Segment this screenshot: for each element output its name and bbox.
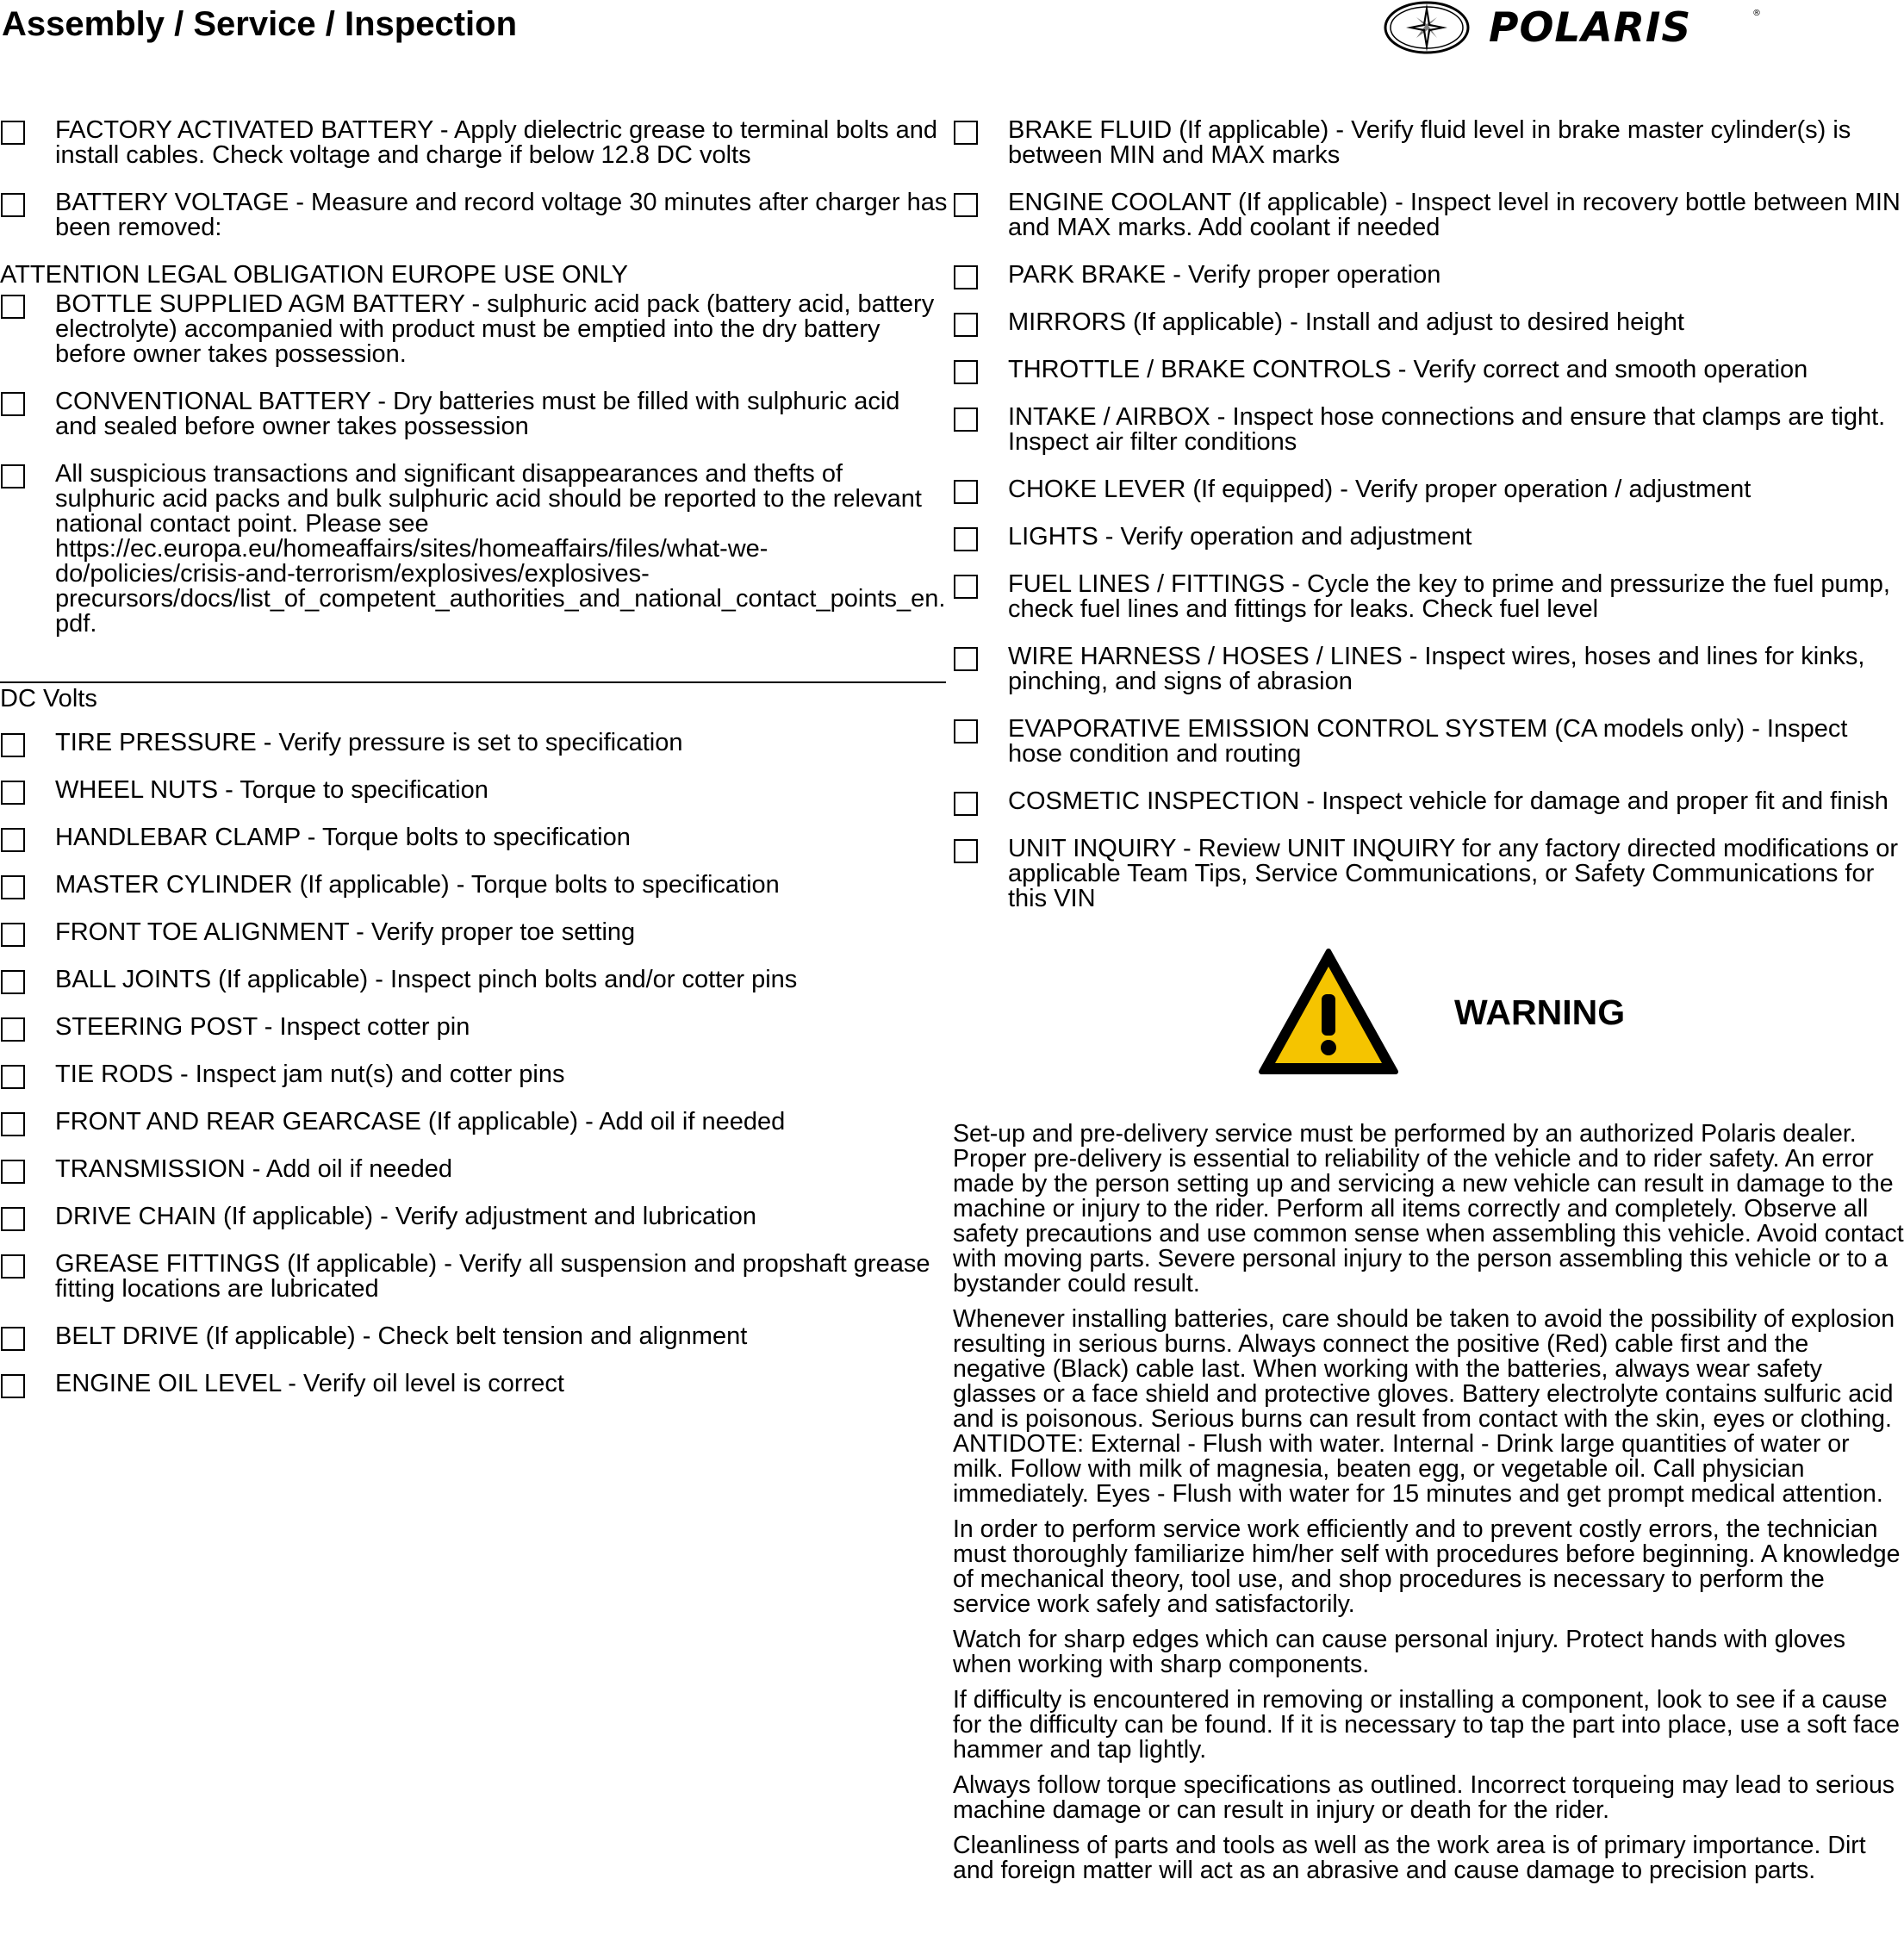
checklist-item[interactable] xyxy=(0,1324,948,1349)
checklist-item-text: GREASE FITTINGS (If applicable) - Verify all suspension and propshaft grease fitting locations are lubricated xyxy=(55,1250,930,1303)
checklist-item[interactable] xyxy=(953,263,1904,288)
checklist-item-text: LIGHTS - Verify operation and adjustment xyxy=(1008,523,1472,551)
checkbox[interactable] xyxy=(954,647,978,671)
checklist-item[interactable] xyxy=(953,837,1904,912)
checkbox[interactable] xyxy=(954,575,978,599)
checkbox[interactable] xyxy=(954,265,978,289)
checkbox[interactable] xyxy=(1,1017,25,1042)
warning-paragraph: If difficulty is encountered in removing or installing a component, look to see if a cause for the difficulty can be found. If it is necessary to tap the part into place, use a soft face hammer and tap lightly. xyxy=(953,1686,1900,1764)
checkbox[interactable] xyxy=(1,970,25,994)
checklist-item[interactable] xyxy=(953,118,1904,168)
checklist-item[interactable] xyxy=(0,1204,948,1229)
checklist-item[interactable] xyxy=(953,644,1904,694)
checkbox[interactable] xyxy=(1,464,25,488)
checklist-item[interactable] xyxy=(0,1157,948,1182)
checklist-item[interactable] xyxy=(953,477,1904,502)
checklist-item[interactable] xyxy=(0,1062,948,1087)
checklist-item-text: INTAKE / AIRBOX - Inspect hose connections and ensure that clamps are tight. Inspect air filter conditions xyxy=(1008,403,1886,456)
checkbox[interactable] xyxy=(1,1327,25,1351)
checklist-item-text: MIRRORS (If applicable) - Install and adjust to desired height xyxy=(1008,308,1684,336)
checkbox[interactable] xyxy=(954,313,978,337)
checklist-item-text: CHOKE LEVER (If equipped) - Verify proper operation / adjustment xyxy=(1008,476,1752,503)
checkbox[interactable] xyxy=(1,781,25,805)
checkbox[interactable] xyxy=(1,295,25,319)
checkbox[interactable] xyxy=(954,193,978,217)
checklist-item-text: BOTTLE SUPPLIED AGM BATTERY - sulphuric acid pack (battery acid, battery electrolyte) accompanied with product must be emptied into the dry battery before owner takes possession. xyxy=(55,290,935,368)
checklist-item[interactable] xyxy=(0,1372,948,1397)
checklist-item-text: BELT DRIVE (If applicable) - Check belt tension and alignment xyxy=(55,1322,748,1350)
checklist-item[interactable] xyxy=(0,873,948,898)
checkbox[interactable] xyxy=(1,1160,25,1184)
checklist-item[interactable] xyxy=(0,778,948,803)
warning-text xyxy=(953,1122,1904,1883)
europe-checklist xyxy=(0,292,948,637)
checklist-item-text: BALL JOINTS (If applicable) - Inspect pinch bolts and/or cotter pins xyxy=(55,966,798,993)
checkbox[interactable] xyxy=(954,408,978,432)
checkbox[interactable] xyxy=(954,480,978,504)
checklist-item[interactable] xyxy=(0,968,948,992)
checklist-item[interactable] xyxy=(953,572,1904,622)
checklist-item[interactable] xyxy=(0,190,948,240)
checkbox[interactable] xyxy=(1,1374,25,1398)
battery-checklist xyxy=(0,118,948,240)
polaris-logo xyxy=(1382,0,1761,55)
checkbox[interactable] xyxy=(954,360,978,384)
checklist-item-text: STEERING POST - Inspect cotter pin xyxy=(55,1013,470,1041)
checklist-item-text: CONVENTIONAL BATTERY - Dry batteries must be filled with sulphuric acid and sealed before owner takes possession xyxy=(55,388,900,440)
checklist-item-text: UNIT INQUIRY - Review UNIT INQUIRY for any factory directed modifications or applicable Team Tips, Service Communications, or Safety Communications for this VIN xyxy=(1008,835,1899,912)
page-title: Assembly / Service / Inspection xyxy=(2,5,518,43)
checklist-item-text: EVAPORATIVE EMISSION CONTROL SYSTEM (CA models only) - Inspect hose condition and routing xyxy=(1008,715,1848,768)
checklist-item-text: TIE RODS - Inspect jam nut(s) and cotter pins xyxy=(55,1061,565,1088)
checkbox[interactable] xyxy=(954,792,978,816)
voltage-record-line xyxy=(0,681,946,683)
checklist-item-text: PARK BRAKE - Verify proper operation xyxy=(1008,261,1441,289)
checklist-item-text: FACTORY ACTIVATED BATTERY - Apply dielectric grease to terminal bolts and install cables. Check voltage and charge if below 12.8 DC volts xyxy=(55,116,938,169)
attention-heading: ATTENTION LEGAL OBLIGATION EUROPE USE ONLY xyxy=(0,261,628,289)
checklist-item[interactable] xyxy=(0,292,948,367)
checklist-item[interactable] xyxy=(0,118,948,168)
checklist-item-text: THROTTLE / BRAKE CONTROLS - Verify correct and smooth operation xyxy=(1008,356,1808,383)
chassis-checklist xyxy=(0,731,948,1397)
checklist-item[interactable] xyxy=(0,1252,948,1302)
checkbox[interactable] xyxy=(954,839,978,863)
checklist-item-text: FRONT AND REAR GEARCASE (If applicable) - Add oil if needed xyxy=(55,1108,786,1135)
checkbox[interactable] xyxy=(1,121,25,145)
checklist-item[interactable] xyxy=(953,190,1904,240)
checkbox[interactable] xyxy=(1,1065,25,1089)
left-column xyxy=(0,118,948,1419)
checklist-item[interactable] xyxy=(953,405,1904,455)
brand-name: POLARIS xyxy=(1489,4,1692,52)
checklist-item-text: COSMETIC INSPECTION - Inspect vehicle for damage and proper fit and finish xyxy=(1008,787,1888,815)
checklist-item[interactable] xyxy=(0,1015,948,1040)
right-column xyxy=(953,118,1904,1894)
checklist-item[interactable] xyxy=(0,731,948,756)
checkbox[interactable] xyxy=(1,1207,25,1231)
checkbox[interactable] xyxy=(1,1254,25,1279)
checklist-item[interactable] xyxy=(0,920,948,945)
checklist-item[interactable] xyxy=(953,717,1904,767)
checklist-item-text: ENGINE COOLANT (If applicable) - Inspect level in recovery bottle between MIN and MAX marks. Add coolant if needed xyxy=(1008,189,1901,241)
checkbox[interactable] xyxy=(1,733,25,757)
checklist-item-text: FRONT TOE ALIGNMENT - Verify proper toe setting xyxy=(55,918,636,946)
checklist-item[interactable] xyxy=(953,358,1904,383)
warning-title: WARNING xyxy=(1454,992,1626,1032)
warning-triangle-icon xyxy=(1258,948,1399,1075)
checklist-item[interactable] xyxy=(0,1110,948,1135)
checklist-item-text: WIRE HARNESS / HOSES / LINES - Inspect wires, hoses and lines for kinks, pinching, and signs of abrasion xyxy=(1008,643,1865,695)
checklist-item-text: MASTER CYLINDER (If applicable) - Torque bolts to specification xyxy=(55,871,780,899)
checklist-item[interactable] xyxy=(0,389,948,439)
checklist-item-text: BATTERY VOLTAGE - Measure and record voltage 30 minutes after charger has been removed: xyxy=(55,189,948,241)
checklist-item-text: WHEEL NUTS - Torque to specification xyxy=(55,776,488,804)
checklist-item[interactable] xyxy=(0,825,948,850)
svg-text:®: ® xyxy=(1752,9,1761,18)
checkbox[interactable] xyxy=(1,193,25,217)
inspection-checklist xyxy=(953,118,1904,912)
checklist-item-text: DRIVE CHAIN (If applicable) - Verify adjustment and lubrication xyxy=(55,1203,756,1230)
warning-paragraph: In order to perform service work efficiently and to prevent costly errors, the technician must thoroughly familiarize him/her self with procedures before beginning. A knowledge of mechanical theory, tool use, and shop procedures is necessary to perform the service work safely and satisfactorily. xyxy=(953,1515,1901,1618)
checkbox[interactable] xyxy=(1,1112,25,1136)
warning-paragraph: Always follow torque specifications as outlined. Incorrect torqueing may lead to serious machine damage or can result in injury or death for the rider. xyxy=(953,1771,1895,1824)
checklist-item-text: TRANSMISSION - Add oil if needed xyxy=(55,1155,452,1183)
checklist-item[interactable] xyxy=(953,310,1904,335)
checklist-item-text: TIRE PRESSURE - Verify pressure is set to specification xyxy=(55,729,683,756)
checkbox[interactable] xyxy=(1,828,25,852)
warning-paragraph: Set-up and pre-delivery service must be performed by an authorized Polaris dealer. Proper pre-delivery is essential to reliability of the vehicle and to rider safety. An error made by the person setting up and servicing a new vehicle can result in damage to the machine or injury to the rider. Perform all items correctly and completely. Observe all safety precautions and use common sense when assembling this vehicle. Avoid contact with moving parts. Severe personal injury to the person assembling this vehicle or to a bystander could result. xyxy=(953,1120,1904,1297)
checklist-item-text: BRAKE FLUID (If applicable) - Verify fluid level in brake master cylinder(s) is between MIN and MAX marks xyxy=(1008,116,1851,169)
checkbox[interactable] xyxy=(954,527,978,551)
checkbox[interactable] xyxy=(1,875,25,899)
warning-paragraph: Cleanliness of parts and tools as well as the work area is of primary importance. Dirt and foreign matter will act as an abrasive and cause damage to precision parts. xyxy=(953,1832,1866,1884)
checklist-item-text: HANDLEBAR CLAMP - Torque bolts to specification xyxy=(55,824,631,851)
checklist-item[interactable] xyxy=(0,462,948,637)
checkbox[interactable] xyxy=(1,923,25,947)
warning-paragraph: Watch for sharp edges which can cause personal injury. Protect hands with gloves when working with sharp components. xyxy=(953,1626,1846,1678)
checklist-item[interactable] xyxy=(953,789,1904,814)
dc-volts-label: DC Volts xyxy=(0,685,97,712)
checkbox[interactable] xyxy=(1,392,25,416)
checklist-item-text: ENGINE OIL LEVEL - Verify oil level is correct xyxy=(55,1370,564,1397)
warning-paragraph: Whenever installing batteries, care should be taken to avoid the possibility of explosion resulting in serious burns. Always connect the positive (Red) cable first and the negative (Black) cable last. When working with the batteries, always wear safety glasses or a face shield and protective gloves. Battery electrolyte contains sulfuric acid and is poisonous. Serious burns can result from contact with the skin, eyes or clothing. ANTIDOTE: External - Flush with water. Internal - Drink large quantities of water or milk. Follow with milk of magnesia, beaten egg, or vegetable oil. Call physician immediately. Eyes - Flush with water for 15 minutes and get prompt medical attention. xyxy=(953,1305,1895,1508)
checklist-item-text: All suspicious transactions and significant disappearances and thefts of sulphuric acid packs and bulk sulphuric acid should be reported to the relevant national contact point. Please see https://ec.europa.eu/homeaffairs/sites/homeaffairs/files/what-we-do/policies/crisis-and-terrorism/explosives/explosives-precursors/docs/list_of_competent_authorities_and_national_contact_points_en.pdf. xyxy=(55,460,946,638)
warning-block xyxy=(953,912,1904,1122)
checkbox[interactable] xyxy=(954,719,978,744)
checkbox[interactable] xyxy=(954,121,978,145)
checklist-item-text: FUEL LINES / FITTINGS - Cycle the key to prime and pressurize the fuel pump, check fuel lines and fittings for leaks. Check fuel level xyxy=(1008,570,1890,623)
checklist-item[interactable] xyxy=(953,525,1904,550)
